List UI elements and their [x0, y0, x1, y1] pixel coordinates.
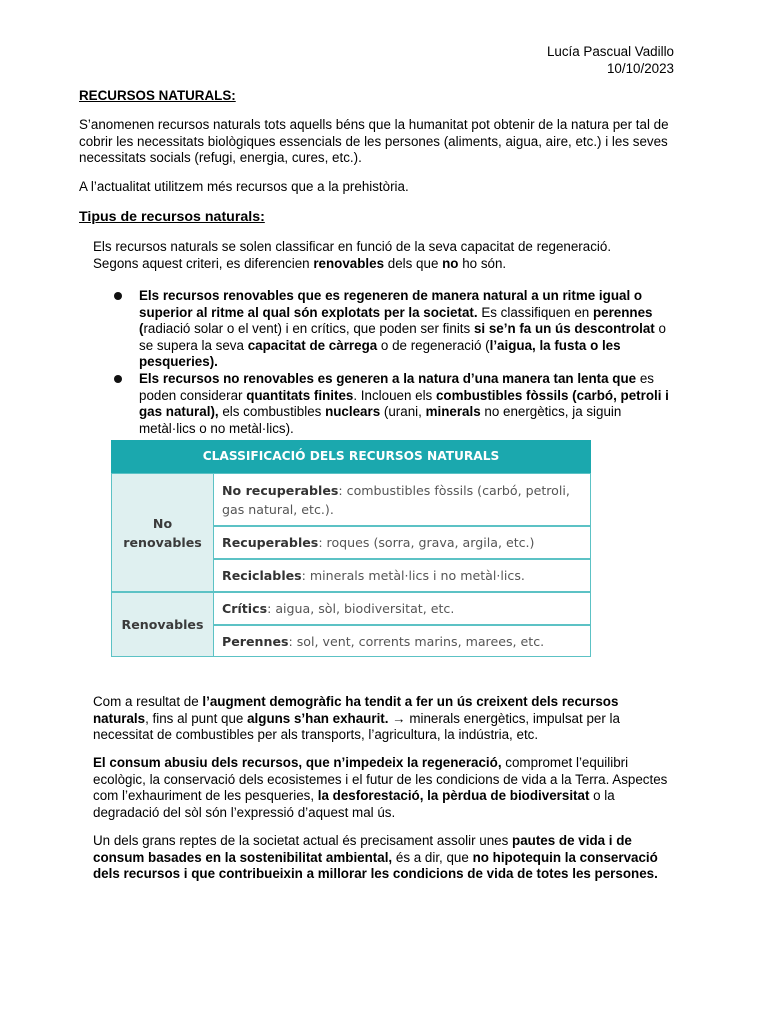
classification-table — [111, 440, 591, 657]
document-title: RECURSOS NATURALS: — [79, 88, 236, 103]
section-heading: Tipus de recursos naturals: — [79, 209, 265, 225]
group-no-renovables: No renovables — [111, 473, 214, 592]
table-row: Recuperables: roques (sorra, grava, argila, etc.) — [214, 526, 591, 559]
intro-paragraph-2: A l’actualitat utilitzem més recursos que a la prehistòria. — [79, 179, 409, 194]
table-row: Reciclables: minerals metàl·lics i no metàl·lics. — [214, 559, 591, 592]
table-row: Crítics: aigua, sòl, biodiversitat, etc. — [214, 592, 591, 625]
paragraph-sustainability: Un dels grans reptes de la societat actual és precisament assolir unes pautes de vida i de consum basades en la sostenibilitat ambiental, és a dir, que no hipotequin la conservació dels recursos i que contribueixin a millorar les condicions de vida de totes les persones. — [93, 833, 658, 882]
resource-types-list — [111, 288, 681, 437]
list-item: Els recursos renovables que es regeneren de manera natural a un ritme igual o superior al ritme al qual són explotats per la societat. Es classifiquen en perennes (radiació solar o el vent) i en crítics, que poden ser finits si se’n fa un ús descontrolat o se supera la seva capacitat de càrrega o de regeneració (l’aigua, la fusta o les pesqueries). — [111, 288, 681, 371]
table-row: Perennes: sol, vent, corrents marins, marees, etc. — [214, 625, 591, 657]
paragraph-abusive-consumption: El consum abusiu dels recursos, que n’impedeix la regeneració, compromet l’equilibri ecològic, la conservació dels ecosistemes i el futur de les condicions de vida a la Terra. Aspectes com l’exhauriment de les pesqueries, la desforestació, la pèrdua de biodiversitat o la degradació del sòl són l’expressió d’aquest mal ús. — [93, 755, 668, 820]
bullet-icon — [114, 292, 122, 300]
paragraph-demographic: Com a resultat de l’augment demogràfic ha tendit a fer un ús creixent dels recursos naturals, fins al punt que alguns s’han exhaurit. → minerals energètics, impulsat per la necessitat de combustibles per als transports, l’agricultura, la indústria, etc. — [93, 694, 620, 743]
group-renovables: Renovables — [111, 592, 214, 657]
section-intro: Els recursos naturals se solen classificar en funció de la seva capacitat de regeneració. Segons aquest criteri, es diferencien renovables dels que no ho són. — [93, 239, 612, 271]
document-date: 10/10/2023 — [606, 61, 674, 76]
bullet-icon — [114, 375, 122, 383]
intro-paragraph: S’anomenen recursos naturals tots aquells béns que la humanitat pot obtenir de la natura per tal de cobrir les necessitats biològiques essencials de les persones (aliments, aigua, aire, etc.) i les seves necessitats socials (refugi, energia, cures, etc.). — [79, 117, 669, 166]
table-header: CLASSIFICACIÓ DELS RECURSOS NATURALS — [111, 440, 591, 473]
author-name: Lucía Pascual Vadillo — [546, 44, 674, 59]
table-row: No recuperables: combustibles fòssils (carbó, petroli, gas natural, etc.). — [214, 473, 591, 526]
list-item: Els recursos no renovables es generen a la natura d’una manera tan lenta que es poden considerar quantitats finites. Inclouen els combustibles fòssils (carbó, petroli i gas natural), els combustibles nuclears (urani, minerals no energètics, ja siguin metàl·lics o no metàl·lics). — [111, 371, 681, 437]
